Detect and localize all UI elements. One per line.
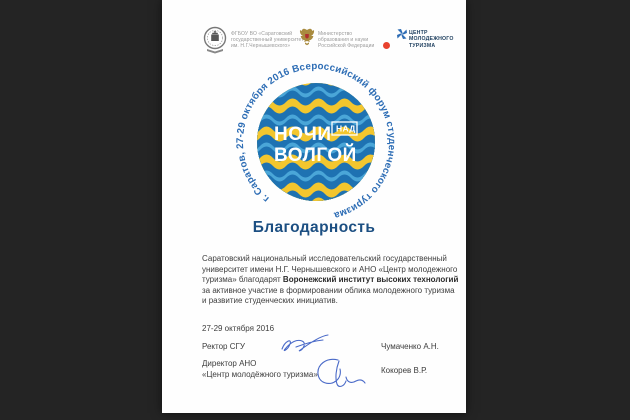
forum-arc-text: г. Саратов, 27-29 октября 2016 Всероссийский форум студенческого туризма	[234, 60, 398, 221]
ministry-eagle-icon	[299, 27, 315, 47]
event-dates: 27-29 октября 2016	[202, 324, 275, 333]
ministry-name: Министерство образования и науки Российской Федерации	[318, 31, 375, 49]
body-text-pre: Саратовский национальный исследовательский государственный университет имени Н.Г. Чернышевского и АНО «Центр молодежного туризма» благодарят	[202, 254, 458, 285]
signer-role-director: Директор АНО «Центр молодёжного туризма»	[202, 359, 318, 379]
forum-logo	[216, 56, 416, 228]
youth-center-name: ЦЕНТР МОЛОДЕЖНОГО ТУРИЗМА	[409, 30, 454, 49]
logo-word-volgoy: ВОЛГОЙ	[274, 145, 357, 166]
certificate-body	[202, 254, 460, 307]
director-signature	[312, 355, 370, 391]
logo-word-nochi: НОЧИ	[274, 124, 332, 145]
certificate-page	[162, 0, 466, 413]
body-text-recipient: Воронежский институт высоких технологий	[282, 275, 459, 285]
certificate-title: Благодарность	[252, 219, 376, 236]
youth-center-pinwheel-icon	[396, 28, 408, 40]
body-text-post: за активное участие в формировании облика молодежного туризма и развитие студенческих инициатив.	[202, 285, 455, 306]
rector-signature	[276, 331, 332, 357]
university-name: ФГБОУ ВО «Саратовский государственный университет им. Н.Г.Чернышевского»	[231, 31, 304, 49]
signer-name-chumachenko: Чумаченко А.Н.	[381, 342, 439, 351]
logo-word-nad: НАД	[336, 123, 356, 134]
youth-center-red-dot	[383, 42, 390, 49]
signer-role-rector: Ректор СГУ	[202, 342, 245, 351]
university-seal-icon	[203, 26, 227, 54]
signer-name-kokorev: Кокорев В.Р.	[381, 366, 428, 375]
